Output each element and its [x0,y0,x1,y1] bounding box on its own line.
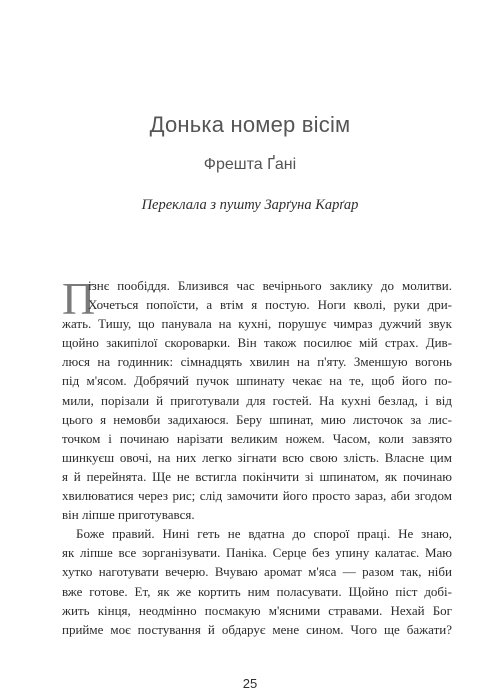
paragraph-1-line-4: щойно закипілої скороварки. Він також посилює мій страх. Див- [62,335,452,351]
paragraph-2-line-2: як ліпше все зорганізувати. Паніка. Серце без упину калатає. Маю [62,545,452,561]
paragraph-1-line-11: я й перейнята. Ще не встигла покінчити зі шпинатом, як починаю [62,468,452,484]
paragraph-2-line-3: хутко наготувати вечерю. Вчуваю аромат м'яса — разом так, ніби [62,564,452,580]
paragraph-2-line-6: прийме моє постування й обдарує мене сином. Чого ще бажати? [62,621,452,637]
paragraph-1-line-8: цього я немовби задихаюся. Беру шпинат, мию листочок за лис- [62,411,452,427]
story-title: Донька номер вісім [149,112,351,137]
paragraph-2-line-4: вже готове. Ет, як же кортить ним поласувати. Щойно піст добі- [62,583,452,599]
paragraph-1-line-12: хвилюватися через рис; слід замочити його просто зараз, аби згодом [62,488,452,504]
paragraph-1-line-7: мили, порізали й приготували для гостей. На кухні безлад, і від [62,392,452,408]
drop-cap: П [62,273,96,324]
paragraph-1-line-1: ізнє пообіддя. Близився час вечірнього заклику до молитви. [88,278,452,293]
paragraph-1-line-6: під м'ясом. Добрячий пучок шпинату чекає на те, щоб його по- [62,373,452,389]
paragraph-2-line-1: Боже правий. Нині геть не вдатна до спорої праці. Не знаю, [76,526,452,542]
paragraph-1-line-2: Хочеться попоїсти, а втім я постую. Ноги кволі, руки дри- [88,297,452,313]
paragraph-2-line-5: жить кінця, неодмінно посмакую м'ясними стравами. Нехай Бог [62,602,452,618]
paragraph-1-line-10: шинкуєш овочі, на них легко зігнати всю свою злість. Власне цим [62,449,452,465]
paragraph-1-line-3: жать. Тишу, що панувала на кухні, порушує чимраз дужчий звук [62,316,452,332]
paragraph-1-line-13: він ліпше приготувався. [62,507,195,523]
paragraph-1-line-5: люся на годинник: сімнадцять хвилин на п'яту. Зменшую вогонь [62,354,452,370]
paragraph-1-line-9: точком і починаю нарізати великим ножем. Часом, коли завзято [62,430,452,446]
translator-credit: Переклала з пушту Зарґуна Карґар [141,197,359,213]
story-body [62,273,452,639]
page-number: 25 [242,676,258,691]
story-author: Фрешта Ґані [203,156,297,173]
